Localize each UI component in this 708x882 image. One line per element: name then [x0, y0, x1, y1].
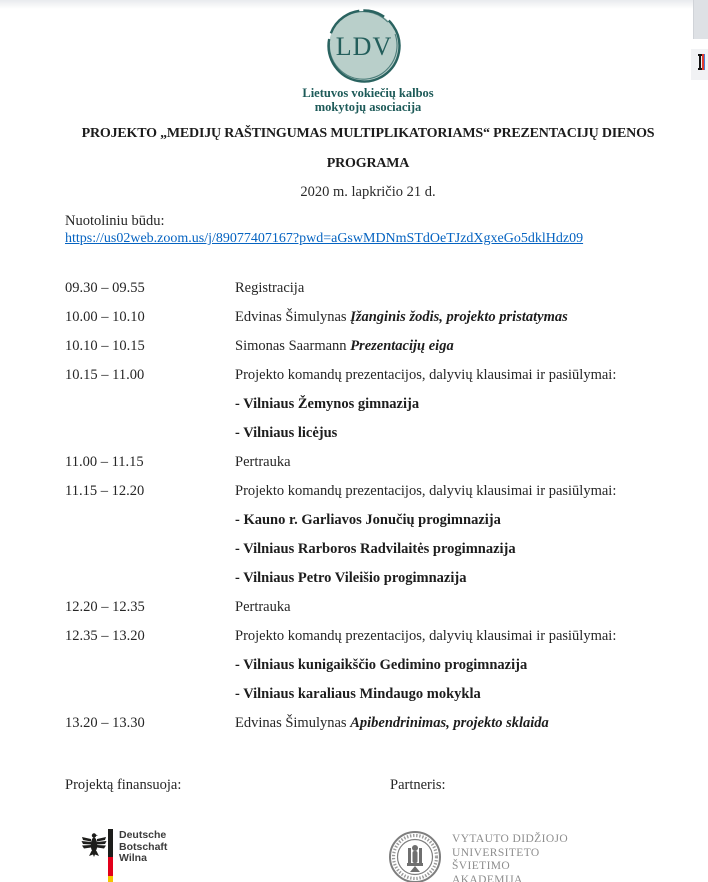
description-segment: - Vilniaus licėjus — [235, 425, 338, 441]
schedule-row — [65, 511, 675, 540]
description — [235, 714, 675, 743]
description-segment: - Vilniaus Žemynos gimnazija — [235, 396, 420, 412]
association-name-line1: Lietuvos vokiečių kalbos — [302, 86, 434, 100]
description-segment: - Vilniaus kunigaikščio Gedimino progimnazija — [235, 657, 528, 673]
time-range: 12.20 – 12.35 — [65, 599, 145, 615]
vdu-partner-text — [452, 833, 568, 882]
schedule-row — [65, 685, 675, 714]
description — [235, 279, 675, 308]
vdu-seal-icon — [388, 828, 442, 882]
schedule-row — [65, 598, 675, 627]
german-eagle-icon — [81, 830, 107, 858]
description-segment: Apibendrinimas, projekto sklaida — [350, 715, 549, 731]
partner-logo-line3: ŠVIETIMO — [452, 860, 511, 872]
flag-stripe-red — [108, 857, 113, 876]
description-segment: Edvinas Šimulynas — [235, 309, 351, 325]
description-segment: - Vilniaus Petro Vileišio progimnazija — [235, 570, 467, 586]
association-name-line2: mokytojų asociacija — [314, 100, 422, 114]
description — [235, 453, 675, 482]
schedule-row — [65, 569, 675, 598]
partner-label: Partneris: — [390, 777, 446, 793]
schedule-row — [65, 366, 675, 395]
deutsche-botschaft-logo — [75, 826, 305, 882]
text-cursor-marker — [699, 54, 707, 71]
partner-logo-line2: UNIVERSITETO — [452, 846, 540, 859]
ldv-logo-icon — [323, 7, 405, 87]
time-range — [65, 685, 235, 714]
description — [235, 540, 675, 569]
description-segment: - Vilniaus karaliaus Mindaugo mokykla — [235, 686, 481, 702]
time-range: 11.00 – 11.15 — [65, 454, 144, 470]
flag-stripe-gold — [108, 876, 113, 882]
document-title-line2: PROGRAMA — [326, 156, 410, 171]
description — [235, 366, 675, 395]
description-segment: Registracija — [235, 280, 305, 296]
schedule — [65, 279, 675, 743]
description-segment: Projekto komandų prezentacijos, dalyvių klausimai ir pasiūlymai: — [235, 367, 617, 383]
schedule-row — [65, 482, 675, 511]
document-title-line1: PROJEKTO „MEDIJŲ RAŠTINGUMAS MULTIPLIKATORIAMS“ PREZENTACIJŲ DIENOS — [81, 126, 655, 141]
partner-logo-line1: VYTAUTO DIDŽIOJO — [452, 833, 569, 845]
flag-stripe-black — [108, 829, 113, 857]
ldv-logo-text: LDV — [335, 32, 393, 61]
time-range — [65, 511, 235, 540]
description — [235, 511, 675, 540]
schedule-row — [65, 279, 675, 308]
description — [235, 569, 675, 598]
time-range: 12.35 – 13.20 — [65, 628, 145, 644]
funder-logo-line3: Wilna — [119, 852, 147, 864]
time-range — [65, 656, 235, 685]
time-range: 09.30 – 09.55 — [65, 280, 145, 296]
description-segment: Simonas Saarmann — [235, 338, 351, 354]
description-segment: Pertrauka — [235, 454, 291, 470]
description-segment: Pertrauka — [235, 599, 291, 615]
description — [235, 685, 675, 714]
scrollbar-annotation-panel — [691, 49, 708, 80]
funder-label: Projektą finansuoja: — [65, 777, 182, 793]
description — [235, 424, 675, 453]
description — [235, 395, 675, 424]
schedule-row — [65, 540, 675, 569]
schedule-row — [65, 714, 675, 743]
time-range — [65, 424, 235, 453]
schedule-row — [65, 424, 675, 453]
schedule-row — [65, 453, 675, 482]
schedule-row — [65, 395, 675, 424]
description-segment: - Vilniaus Rarboros Radvilaitės progimnazija — [235, 541, 516, 557]
schedule-row — [65, 656, 675, 685]
description-segment: Projekto komandų prezentacijos, dalyvių klausimai ir pasiūlymai: — [235, 483, 617, 499]
partner-logo-line4: AKADEMIJA — [452, 873, 523, 882]
description-segment: Įžanginis žodis, projekto pristatymas — [350, 309, 568, 325]
description — [235, 656, 675, 685]
description-segment: Prezentacijų eiga — [350, 338, 454, 354]
time-range — [65, 395, 235, 424]
description — [235, 482, 675, 511]
ldv-logo — [323, 7, 405, 87]
time-range: 10.10 – 10.15 — [65, 338, 145, 354]
description-segment: Projekto komandų prezentacijos, dalyvių klausimai ir pasiūlymai: — [235, 628, 617, 644]
time-range: 13.20 – 13.30 — [65, 715, 145, 731]
schedule-row — [65, 337, 675, 366]
description — [235, 627, 675, 656]
funder-logo-line2: Botschaft — [119, 840, 168, 853]
zoom-meeting-link[interactable]: https://us02web.zoom.us/j/89077407167?pwd=aGswMDNmSTdOeTJzdXgxeGo5dklHdz09 — [65, 231, 584, 246]
description — [235, 598, 675, 627]
event-date: 2020 m. lapkričio 21 d. — [300, 184, 436, 200]
time-range: 10.00 – 10.10 — [65, 309, 145, 325]
deutsche-botschaft-text — [119, 830, 167, 865]
description-segment: Edvinas Šimulynas — [235, 715, 351, 731]
funder-logo-line1: Deutsche — [119, 829, 167, 841]
description — [235, 337, 675, 366]
description-segment: - Kauno r. Garliavos Jonučių progimnazija — [235, 512, 501, 528]
time-range: 10.15 – 11.00 — [65, 367, 145, 383]
schedule-row — [65, 308, 675, 337]
remote-mode-label: Nuotoliniu būdu: — [65, 213, 165, 229]
description — [235, 308, 675, 337]
time-range — [65, 540, 235, 569]
schedule-row — [65, 627, 675, 656]
time-range — [65, 569, 235, 598]
time-range: 11.15 – 12.20 — [65, 483, 145, 499]
german-flag-stripe — [108, 829, 113, 882]
scrollbar-thumb[interactable] — [693, 0, 708, 39]
